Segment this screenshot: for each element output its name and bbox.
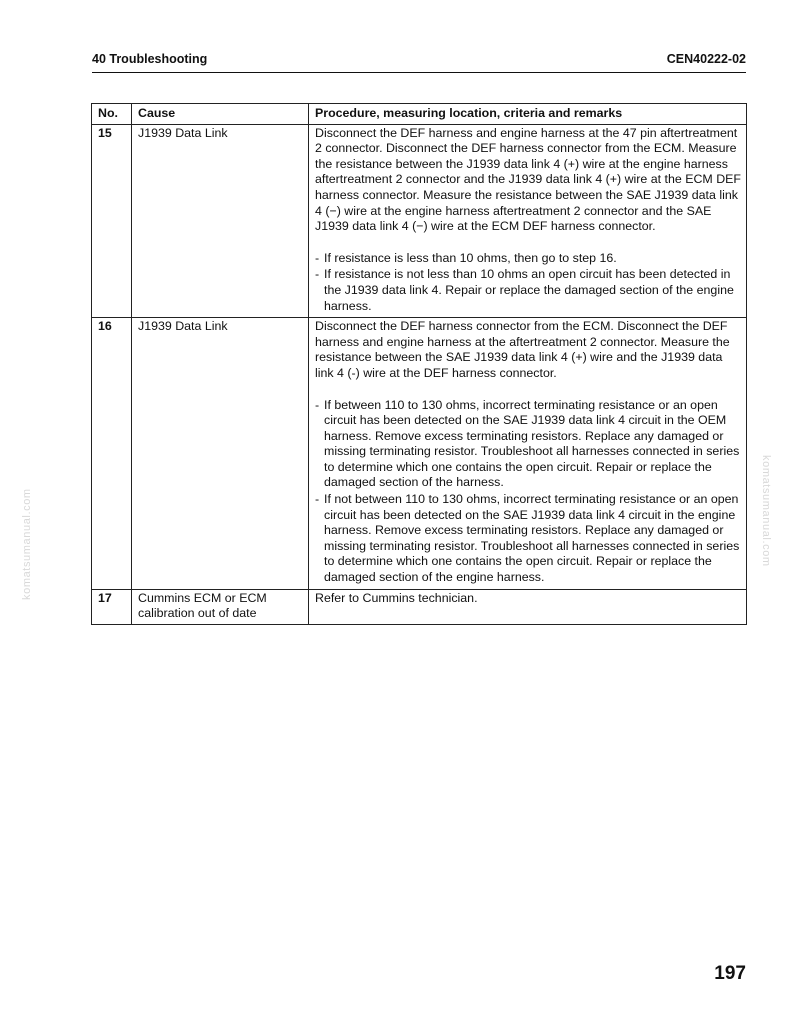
criteria-item: - If resistance is not less than 10 ohms an open circuit has been detected in the J1939 data link 4. Repair or replace the damaged section of the engine harness. xyxy=(315,267,741,314)
row-procedure xyxy=(309,318,747,590)
table-header-row xyxy=(92,104,747,125)
row-number: 16 xyxy=(92,318,132,590)
table-row xyxy=(92,124,747,318)
table-row xyxy=(92,589,747,624)
procedure-text: Refer to Cummins technician. xyxy=(315,590,478,605)
document-code: CEN40222-02 xyxy=(666,52,746,66)
page-number: 197 xyxy=(714,963,746,984)
table-row xyxy=(92,318,747,590)
troubleshooting-table xyxy=(91,103,747,625)
page-header xyxy=(92,52,746,73)
criteria-item: - If not between 110 to 130 ohms, incorrect terminating resistance or an open circuit has been detected on the SAE J1939 data link 4 circuit in the engine harness. Remove excess terminating resistors. Replace any damaged or missing terminating resistor. Troubleshoot all harnesses connected in series to determine which one contains the open circuit. Repair or replace the damaged section of the engine harness. xyxy=(315,492,741,586)
row-cause: J1939 Data Link xyxy=(132,318,309,590)
criteria-item: - If resistance is less than 10 ohms, then go to step 16. xyxy=(315,251,741,267)
row-procedure xyxy=(309,589,747,624)
column-header-cause: Cause xyxy=(132,104,309,125)
criteria-item: - If between 110 to 130 ohms, incorrect terminating resistance or an open circuit has been detected on the SAE J1939 data link 4 circuit in the OEM harness. Remove excess terminating resistors. Replace any damaged or missing terminating resistor. Troubleshoot all harnesses connected in series to determine which one contains the open circuit. Repair or replace the damaged section of the harness. xyxy=(315,398,741,492)
procedure-text: Disconnect the DEF harness connector from the ECM. Disconnect the DEF harness and engine harness at the aftertreatment 2 connector. Measure the resistance between the SAE J1939 data link 4 (+) wire and the J1939 data link 4 (-) wire at the DEF harness connector. xyxy=(315,319,730,380)
watermark-right: komatsumanual.com xyxy=(760,455,772,567)
procedure-criteria-list xyxy=(315,398,741,586)
row-number: 15 xyxy=(92,124,132,318)
row-cause: Cummins ECM or ECM calibration out of date xyxy=(132,589,309,624)
watermark-left: komatsumanual.com xyxy=(21,488,33,600)
column-header-procedure: Procedure, measuring location, criteria and remarks xyxy=(309,104,747,125)
procedure-criteria-list xyxy=(315,251,741,314)
row-number: 17 xyxy=(92,589,132,624)
column-header-no: No. xyxy=(92,104,132,125)
section-title: 40 Troubleshooting xyxy=(92,52,208,66)
row-cause: J1939 Data Link xyxy=(132,124,309,318)
procedure-text: Disconnect the DEF harness and engine harness at the 47 pin aftertreatment 2 connector. Disconnect the DEF harness connector from the ECM. Measure the resistance between the J1939 data link 4 (+) wire at the engine harness aftertreatment 2 connector and the J1939 data link 4 (+) wire at the ECM DEF harness connector. Measure the resistance between the SAE J1939 data link 4 (−) wire at the engine harness aftertreatment 2 connector and the SAE J1939 data link 4 (−) wire at the ECM DEF harness connector. xyxy=(315,125,741,234)
row-procedure xyxy=(309,124,747,318)
